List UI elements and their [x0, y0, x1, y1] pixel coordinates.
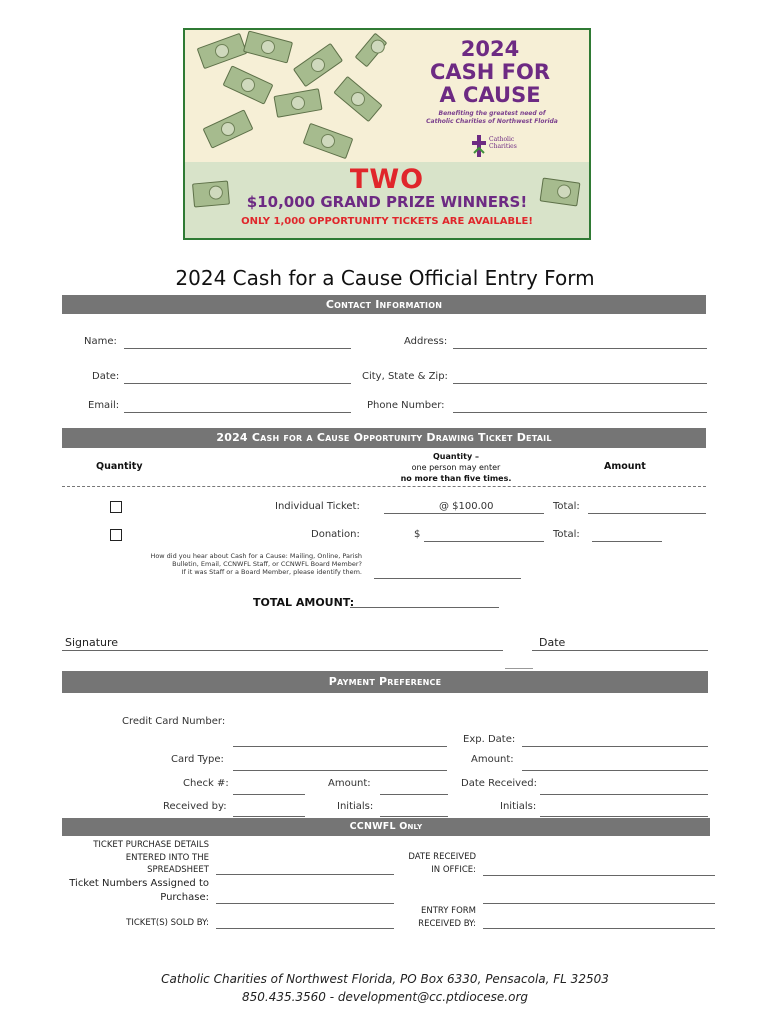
donation-total-label: Total:: [553, 529, 580, 540]
promo-banner: [183, 28, 591, 240]
quantity-note-line2: one person may enter: [411, 463, 501, 472]
check-number-field[interactable]: [233, 794, 305, 795]
sold-by-label: TICKET(S) SOLD BY:: [126, 918, 209, 928]
banner-title-cause: A CAUSE: [439, 83, 541, 107]
check-number-label: Check #:: [183, 778, 229, 789]
ticket-numbers-field[interactable]: [216, 903, 394, 904]
purchase-line-2: ENTERED INTO THE: [125, 852, 209, 863]
credit-card-field[interactable]: [233, 746, 447, 747]
ticket-numbers-label: [62, 877, 209, 905]
how-did-you-hear-note: [120, 552, 362, 576]
signature-date-label: Date: [539, 636, 566, 649]
donation-total-field[interactable]: [592, 541, 662, 542]
individual-quantity-field[interactable]: [384, 513, 544, 514]
exp-date-field[interactable]: [522, 746, 708, 747]
cross-icon: [472, 135, 486, 157]
hear-line-3: If it was Staff or a Board Member, please identify them.: [181, 568, 362, 576]
ticket-section-header: 2024 Cash for a Cause Opportunity Drawing Ticket Detail: [62, 428, 706, 448]
date-received-field[interactable]: [540, 794, 708, 795]
address-field[interactable]: [453, 348, 707, 349]
received-by-field[interactable]: [233, 816, 305, 817]
entry-form-line-1: ENTRY FORM: [421, 906, 476, 916]
office-section-header: CCNWFL Only: [62, 818, 710, 836]
catholic-charities-logo: [472, 132, 522, 160]
received-by-label: Received by:: [163, 801, 227, 812]
banner-only-tickets: ONLY 1,000 OPPORTUNITY TICKETS ARE AVAILABLE!: [241, 216, 533, 227]
contact-section-header: Contact Information: [62, 295, 706, 314]
city-state-zip-label: City, State & Zip:: [362, 371, 448, 382]
money-bill-icon: [333, 76, 382, 122]
header-divider: [62, 486, 706, 487]
quantity-note-line3: no more than five times.: [400, 474, 512, 483]
purchase-line-3: SPREADSHEET: [147, 865, 209, 875]
check-amount-field[interactable]: [380, 794, 448, 795]
email-field[interactable]: [124, 412, 351, 413]
how-did-you-hear-field[interactable]: [374, 578, 521, 579]
check-amount-label: Amount:: [328, 778, 371, 789]
date-received-label: Date Received:: [461, 778, 537, 789]
banner-title-cash: CASH FOR: [429, 60, 551, 84]
individual-total-field[interactable]: [588, 513, 706, 514]
card-amount-label: Amount:: [471, 754, 514, 765]
individual-total-label: Total:: [553, 501, 580, 512]
date-label: Date:: [92, 371, 120, 382]
credit-card-label: Credit Card Number:: [122, 716, 226, 727]
card-type-label: Card Type:: [171, 754, 224, 765]
logo-text-catholic: Catholic: [489, 136, 515, 143]
logo-text-charities: Charities: [489, 143, 517, 150]
money-bill-icon: [273, 88, 322, 118]
signature-divider: [505, 668, 533, 669]
total-amount-label: TOTAL AMOUNT:: [253, 596, 355, 609]
hear-line-2: Bulletin, Email, CCNWFL Staff, or CCNWFL Board Member?: [172, 560, 362, 568]
address-label: Address:: [404, 336, 448, 347]
individual-ticket-checkbox[interactable]: [110, 501, 122, 513]
assigned-line-1: Ticket Numbers Assigned to: [69, 878, 209, 889]
quantity-column-header: Quantity: [96, 461, 143, 472]
donation-currency: $: [414, 529, 421, 540]
date-received-line-2: IN OFFICE:: [431, 864, 476, 875]
purchase-line-1: TICKET PURCHASE DETAILS: [93, 840, 209, 850]
banner-two: TWO: [349, 164, 425, 195]
banner-subtitle-1: Benefiting the greatest need of: [438, 110, 546, 117]
quantity-note: [390, 451, 522, 484]
initials-field-2[interactable]: [540, 816, 708, 817]
form-title: 2024 Cash for a Cause Official Entry Form: [175, 266, 595, 290]
extra-office-field[interactable]: [483, 903, 715, 904]
initials-field-1[interactable]: [380, 816, 448, 817]
entry-form-line-2: RECEIVED BY:: [418, 918, 476, 929]
entry-form-received-label: [372, 905, 476, 930]
money-bill-icon: [303, 123, 354, 159]
banner-winners: $10,000 GRAND PRIZE WINNERS!: [246, 193, 528, 211]
name-label: Name:: [84, 336, 117, 347]
quantity-note-line1: Quantity –: [433, 452, 479, 461]
money-bill-icon: [293, 43, 343, 87]
footer-contact: 850.435.3560 - development@cc.ptdiocese.org: [241, 990, 529, 1004]
banner-subtitle-2: Catholic Charities of Northwest Florida: [426, 118, 558, 125]
city-state-zip-field[interactable]: [453, 383, 707, 384]
money-bill-icon: [223, 65, 274, 104]
card-type-field[interactable]: [233, 770, 447, 771]
phone-label: Phone Number:: [367, 400, 445, 411]
money-bill-icon: [197, 33, 248, 69]
email-label: Email:: [88, 400, 120, 411]
signature-field[interactable]: [62, 650, 503, 651]
amount-column-header: Amount: [604, 461, 646, 472]
initials-label-1: Initials:: [337, 801, 374, 812]
money-bill-icon: [243, 30, 293, 63]
money-bill-icon: [355, 33, 388, 68]
total-amount-field[interactable]: [350, 607, 499, 608]
footer-address: Catholic Charities of Northwest Florida, PO Box 6330, Pensacola, FL 32503: [161, 972, 609, 986]
payment-section-header: Payment Preference: [62, 671, 708, 693]
money-bill-icon: [203, 109, 254, 148]
individual-price: @ $100.00: [439, 501, 494, 512]
date-received-line-1: DATE RECEIVED: [408, 852, 476, 862]
initials-label-2: Initials:: [500, 801, 537, 812]
hear-line-1: How did you hear about Cash for a Cause: Mailing, Online, Parish: [150, 552, 362, 560]
assigned-line-2: Purchase:: [160, 892, 209, 903]
card-amount-field[interactable]: [522, 770, 708, 771]
purchase-details-label: [62, 839, 209, 877]
date-received-office-field[interactable]: [483, 875, 715, 876]
exp-date-label: Exp. Date:: [463, 734, 516, 745]
entry-form-received-field[interactable]: [483, 928, 715, 929]
signature-label: Signature: [65, 636, 119, 649]
donation-amount-field[interactable]: [424, 541, 544, 542]
purchase-details-field[interactable]: [216, 874, 394, 875]
date-received-office-label: [372, 851, 476, 876]
signature-date-field[interactable]: [532, 650, 708, 651]
banner-title-year: 2024: [460, 37, 520, 61]
phone-field[interactable]: [453, 412, 707, 413]
name-field[interactable]: [124, 348, 351, 349]
donation-checkbox[interactable]: [110, 529, 122, 541]
donation-label: Donation:: [311, 529, 360, 540]
individual-ticket-label: Individual Ticket:: [275, 501, 360, 512]
sold-by-field[interactable]: [216, 928, 394, 929]
date-field[interactable]: [124, 383, 351, 384]
